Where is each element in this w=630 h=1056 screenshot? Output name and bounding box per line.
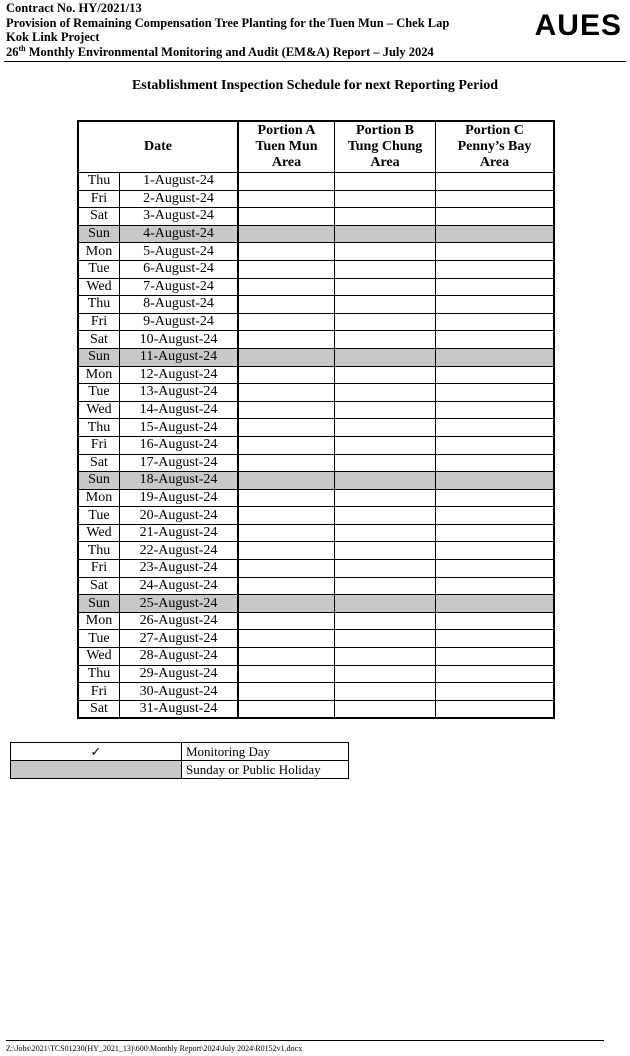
day-cell: Sun <box>78 595 120 613</box>
schedule-body <box>78 173 554 719</box>
date-cell: 10-August-24 <box>120 331 239 349</box>
portion-a-cell <box>238 348 335 366</box>
portion-c-cell <box>436 489 555 507</box>
day-cell: Fri <box>78 313 120 331</box>
table-row <box>78 577 554 595</box>
portion-a-cell <box>238 419 335 437</box>
portion-a-cell <box>238 173 335 191</box>
header-date: Date <box>78 121 238 173</box>
portion-a-cell <box>238 524 335 542</box>
day-cell: Mon <box>78 612 120 630</box>
header-portion-a-line-1: Portion A <box>257 123 316 138</box>
portion-c-cell <box>436 348 555 366</box>
table-row <box>78 348 554 366</box>
aues-logo: AUES <box>534 9 622 42</box>
portion-c-cell <box>436 190 555 208</box>
table-header-row <box>78 121 554 173</box>
portion-b-cell <box>335 419 436 437</box>
report-ordinal-suffix: th <box>18 43 26 53</box>
date-cell: 29-August-24 <box>120 665 239 683</box>
day-cell: Thu <box>78 173 120 191</box>
portion-a-cell <box>238 384 335 402</box>
header-portion-c-line-3: Area <box>479 155 510 170</box>
portion-b-cell <box>335 313 436 331</box>
portion-b-cell <box>335 208 436 226</box>
checkmark-icon: ✓ <box>11 743 182 761</box>
portion-c-cell <box>436 278 555 296</box>
day-cell: Wed <box>78 278 120 296</box>
legend-row-holiday <box>11 761 349 779</box>
day-cell: Sat <box>78 577 120 595</box>
portion-b-cell <box>335 577 436 595</box>
table-row <box>78 489 554 507</box>
day-cell: Mon <box>78 243 120 261</box>
header-portion-c-line-2: Penny’s Bay <box>457 139 532 154</box>
date-cell: 1-August-24 <box>120 173 239 191</box>
portion-a-cell <box>238 683 335 701</box>
day-cell: Sat <box>78 454 120 472</box>
portion-b-cell <box>335 595 436 613</box>
date-cell: 22-August-24 <box>120 542 239 560</box>
portion-a-cell <box>238 208 335 226</box>
portion-b-cell <box>335 612 436 630</box>
date-cell: 2-August-24 <box>120 190 239 208</box>
day-cell: Thu <box>78 296 120 314</box>
table-row <box>78 454 554 472</box>
date-cell: 18-August-24 <box>120 472 239 490</box>
portion-a-cell <box>238 366 335 384</box>
header-portion-b-line-3: Area <box>370 155 400 170</box>
date-cell: 27-August-24 <box>120 630 239 648</box>
portion-b-cell <box>335 489 436 507</box>
header-portion-b-line-2: Tung Chung <box>347 139 423 154</box>
portion-b-cell <box>335 296 436 314</box>
day-cell: Fri <box>78 560 120 578</box>
date-cell: 30-August-24 <box>120 683 239 701</box>
table-row <box>78 630 554 648</box>
date-cell: 7-August-24 <box>120 278 239 296</box>
table-row <box>78 190 554 208</box>
legend-monitoring-label: Monitoring Day <box>182 743 349 761</box>
table-row <box>78 507 554 525</box>
header-divider <box>4 61 626 62</box>
portion-b-cell <box>335 366 436 384</box>
project-title-line-2: Kok Link Project <box>6 30 100 44</box>
report-title <box>6 45 626 60</box>
date-cell: 20-August-24 <box>120 507 239 525</box>
portion-a-cell <box>238 595 335 613</box>
day-cell: Fri <box>78 190 120 208</box>
portion-c-cell <box>436 524 555 542</box>
portion-c-cell <box>436 419 555 437</box>
day-cell: Sat <box>78 208 120 226</box>
day-cell: Sat <box>78 331 120 349</box>
portion-b-cell <box>335 190 436 208</box>
report-title-rest: Monthly Environmental Monitoring and Audit (EM&A) Report – July 2024 <box>25 44 434 59</box>
portion-b-cell <box>335 436 436 454</box>
portion-a-cell <box>238 560 335 578</box>
date-cell: 21-August-24 <box>120 524 239 542</box>
portion-b-cell <box>335 665 436 683</box>
page-title: Establishment Inspection Schedule for next Reporting Period <box>131 78 499 93</box>
table-row <box>78 648 554 666</box>
portion-c-cell <box>436 700 555 718</box>
day-cell: Sun <box>78 348 120 366</box>
table-row <box>78 436 554 454</box>
portion-b-cell <box>335 173 436 191</box>
date-cell: 17-August-24 <box>120 454 239 472</box>
header-portion-a <box>238 121 335 173</box>
header-portion-c-line-1: Portion C <box>465 123 524 138</box>
portion-a-cell <box>238 260 335 278</box>
date-cell: 19-August-24 <box>120 489 239 507</box>
portion-a-cell <box>238 454 335 472</box>
portion-c-cell <box>436 542 555 560</box>
day-cell: Mon <box>78 366 120 384</box>
portion-a-cell <box>238 190 335 208</box>
portion-b-cell <box>335 683 436 701</box>
header-portion-a-line-3: Area <box>271 155 302 170</box>
portion-c-cell <box>436 296 555 314</box>
table-row <box>78 313 554 331</box>
day-cell: Wed <box>78 524 120 542</box>
day-cell: Wed <box>78 401 120 419</box>
table-row <box>78 472 554 490</box>
portion-b-cell <box>335 243 436 261</box>
portion-a-cell <box>238 577 335 595</box>
day-cell: Tue <box>78 260 120 278</box>
date-cell: 12-August-24 <box>120 366 239 384</box>
portion-c-cell <box>436 507 555 525</box>
portion-c-cell <box>436 560 555 578</box>
legend-row-monitoring <box>11 743 349 761</box>
portion-b-cell <box>335 560 436 578</box>
portion-a-cell <box>238 331 335 349</box>
report-ordinal: 26 <box>6 44 19 59</box>
portion-a-cell <box>238 612 335 630</box>
portion-c-cell <box>436 630 555 648</box>
date-cell: 23-August-24 <box>120 560 239 578</box>
page-header <box>6 1 626 59</box>
portion-c-cell <box>436 313 555 331</box>
table-row <box>78 384 554 402</box>
portion-c-cell <box>436 595 555 613</box>
table-row <box>78 700 554 718</box>
table-row <box>78 560 554 578</box>
portion-c-cell <box>436 454 555 472</box>
table-row <box>78 595 554 613</box>
date-cell: 24-August-24 <box>120 577 239 595</box>
table-row <box>78 260 554 278</box>
day-cell: Sat <box>78 700 120 718</box>
holiday-swatch <box>11 761 182 779</box>
portion-a-cell <box>238 630 335 648</box>
date-cell: 15-August-24 <box>120 419 239 437</box>
table-row <box>78 366 554 384</box>
portion-b-cell <box>335 225 436 243</box>
portion-c-cell <box>436 612 555 630</box>
table-row <box>78 225 554 243</box>
table-row <box>78 173 554 191</box>
portion-a-cell <box>238 700 335 718</box>
table-row <box>78 683 554 701</box>
date-cell: 28-August-24 <box>120 648 239 666</box>
portion-b-cell <box>335 648 436 666</box>
footer-divider <box>6 1040 604 1041</box>
day-cell: Tue <box>78 630 120 648</box>
portion-b-cell <box>335 260 436 278</box>
table-row <box>78 401 554 419</box>
portion-a-cell <box>238 296 335 314</box>
day-cell: Wed <box>78 648 120 666</box>
portion-b-cell <box>335 348 436 366</box>
portion-b-cell <box>335 524 436 542</box>
date-cell: 6-August-24 <box>120 260 239 278</box>
footer-file-path: Z:\Jobs\2021\TCS01230(HY_2021_13)\600\Monthly Report\2024\July 2024\R0152v1.docx <box>6 1044 303 1053</box>
date-cell: 16-August-24 <box>120 436 239 454</box>
portion-a-cell <box>238 436 335 454</box>
date-cell: 25-August-24 <box>120 595 239 613</box>
portion-c-cell <box>436 683 555 701</box>
day-cell: Sun <box>78 225 120 243</box>
table-row <box>78 419 554 437</box>
legend-holiday-label: Sunday or Public Holiday <box>182 761 349 779</box>
table-row <box>78 524 554 542</box>
portion-c-cell <box>436 472 555 490</box>
contract-number: Contract No. HY/2021/13 <box>6 1 142 15</box>
portion-a-cell <box>238 665 335 683</box>
portion-a-cell <box>238 648 335 666</box>
portion-c-cell <box>436 225 555 243</box>
table-row <box>78 296 554 314</box>
portion-b-cell <box>335 507 436 525</box>
day-cell: Tue <box>78 507 120 525</box>
day-cell: Thu <box>78 542 120 560</box>
portion-a-cell <box>238 489 335 507</box>
portion-a-cell <box>238 243 335 261</box>
day-cell: Thu <box>78 419 120 437</box>
table-row <box>78 612 554 630</box>
table-row <box>78 542 554 560</box>
date-cell: 31-August-24 <box>120 700 239 718</box>
portion-b-cell <box>335 630 436 648</box>
portion-c-cell <box>436 384 555 402</box>
portion-c-cell <box>436 173 555 191</box>
portion-a-cell <box>238 278 335 296</box>
legend-table <box>10 742 349 779</box>
table-row <box>78 208 554 226</box>
date-cell: 5-August-24 <box>120 243 239 261</box>
day-cell: Mon <box>78 489 120 507</box>
date-cell: 9-August-24 <box>120 313 239 331</box>
day-cell: Tue <box>78 384 120 402</box>
portion-c-cell <box>436 260 555 278</box>
date-cell: 13-August-24 <box>120 384 239 402</box>
portion-c-cell <box>436 331 555 349</box>
portion-c-cell <box>436 577 555 595</box>
portion-b-cell <box>335 278 436 296</box>
portion-a-cell <box>238 542 335 560</box>
day-cell: Fri <box>78 436 120 454</box>
portion-c-cell <box>436 243 555 261</box>
portion-a-cell <box>238 225 335 243</box>
portion-b-cell <box>335 331 436 349</box>
portion-c-cell <box>436 436 555 454</box>
portion-a-cell <box>238 313 335 331</box>
project-title-line-1: Provision of Remaining Compensation Tree Planting for the Tuen Mun – Chek Lap <box>6 15 450 30</box>
date-cell: 26-August-24 <box>120 612 239 630</box>
portion-b-cell <box>335 542 436 560</box>
portion-c-cell <box>436 665 555 683</box>
header-portion-c <box>436 121 555 173</box>
portion-c-cell <box>436 208 555 226</box>
day-cell: Thu <box>78 665 120 683</box>
portion-b-cell <box>335 454 436 472</box>
portion-a-cell <box>238 401 335 419</box>
date-cell: 3-August-24 <box>120 208 239 226</box>
table-row <box>78 331 554 349</box>
portion-c-cell <box>436 366 555 384</box>
portion-a-cell <box>238 507 335 525</box>
portion-b-cell <box>335 401 436 419</box>
header-portion-b <box>335 121 436 173</box>
header-portion-a-line-2: Tuen Mun <box>255 139 318 154</box>
portion-c-cell <box>436 401 555 419</box>
date-cell: 14-August-24 <box>120 401 239 419</box>
portion-b-cell <box>335 472 436 490</box>
inspection-schedule-table <box>77 120 555 719</box>
table-row <box>78 665 554 683</box>
date-cell: 8-August-24 <box>120 296 239 314</box>
portion-c-cell <box>436 648 555 666</box>
portion-a-cell <box>238 472 335 490</box>
table-row <box>78 278 554 296</box>
day-cell: Sun <box>78 472 120 490</box>
date-cell: 4-August-24 <box>120 225 239 243</box>
header-portion-b-line-1: Portion B <box>356 123 414 138</box>
portion-b-cell <box>335 384 436 402</box>
day-cell: Fri <box>78 683 120 701</box>
portion-b-cell <box>335 700 436 718</box>
date-cell: 11-August-24 <box>120 348 239 366</box>
table-row <box>78 243 554 261</box>
